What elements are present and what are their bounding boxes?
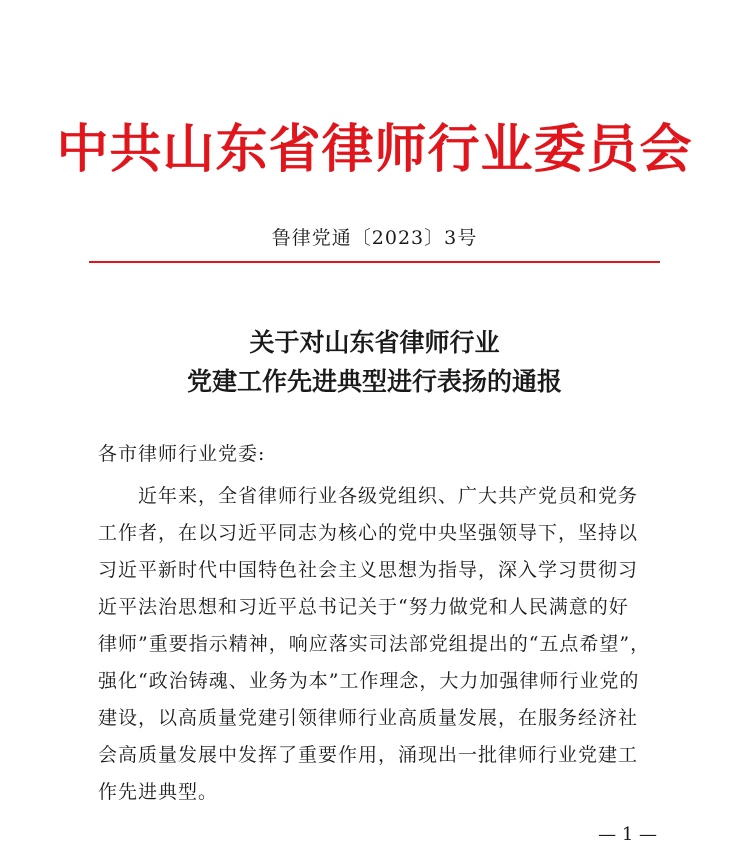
- body-line: 建设，以高质量党建引领律师行业高质量发展，在服务经济社: [98, 707, 639, 729]
- body-line: 近平法治思想和习近平总书记关于“努力做党和人民满意的好: [98, 596, 629, 618]
- page-number: — 1 —: [598, 824, 657, 845]
- body-line: 作先进典型。: [98, 781, 219, 803]
- body-line: 近年来，全省律师行业各级党组织、广大共产党员和党务: [138, 485, 639, 507]
- document-title: [0, 323, 749, 401]
- red-divider-line: [89, 261, 660, 263]
- body-line: 会高质量发展中发挥了重要作用，涌现出一批律师行业党建工: [98, 744, 639, 766]
- body-line: 律师”重要指示精神，响应落实司法部党组提出的“五点希望”，: [98, 633, 651, 655]
- title-line-1: 关于对山东省律师行业: [249, 328, 500, 357]
- salutation: 各市律师行业党委:: [98, 443, 266, 465]
- title-line-2: 党建工作先进典型进行表扬的通报: [186, 367, 562, 396]
- body-line: 习近平新时代中国特色社会主义思想为指导，深入学习贯彻习: [98, 559, 639, 581]
- organization-header: 中共山东省律师行业委员会: [56, 119, 693, 180]
- body-line: 工作者，在以习近平同志为核心的党中央坚强领导下，坚持以: [98, 522, 639, 544]
- document-number: 鲁律党通〔2023〕3号: [271, 227, 478, 249]
- body-paragraph: [98, 478, 658, 811]
- body-line: 强化“政治铸魂、业务为本”工作理念，大力加强律师行业党的: [98, 670, 640, 692]
